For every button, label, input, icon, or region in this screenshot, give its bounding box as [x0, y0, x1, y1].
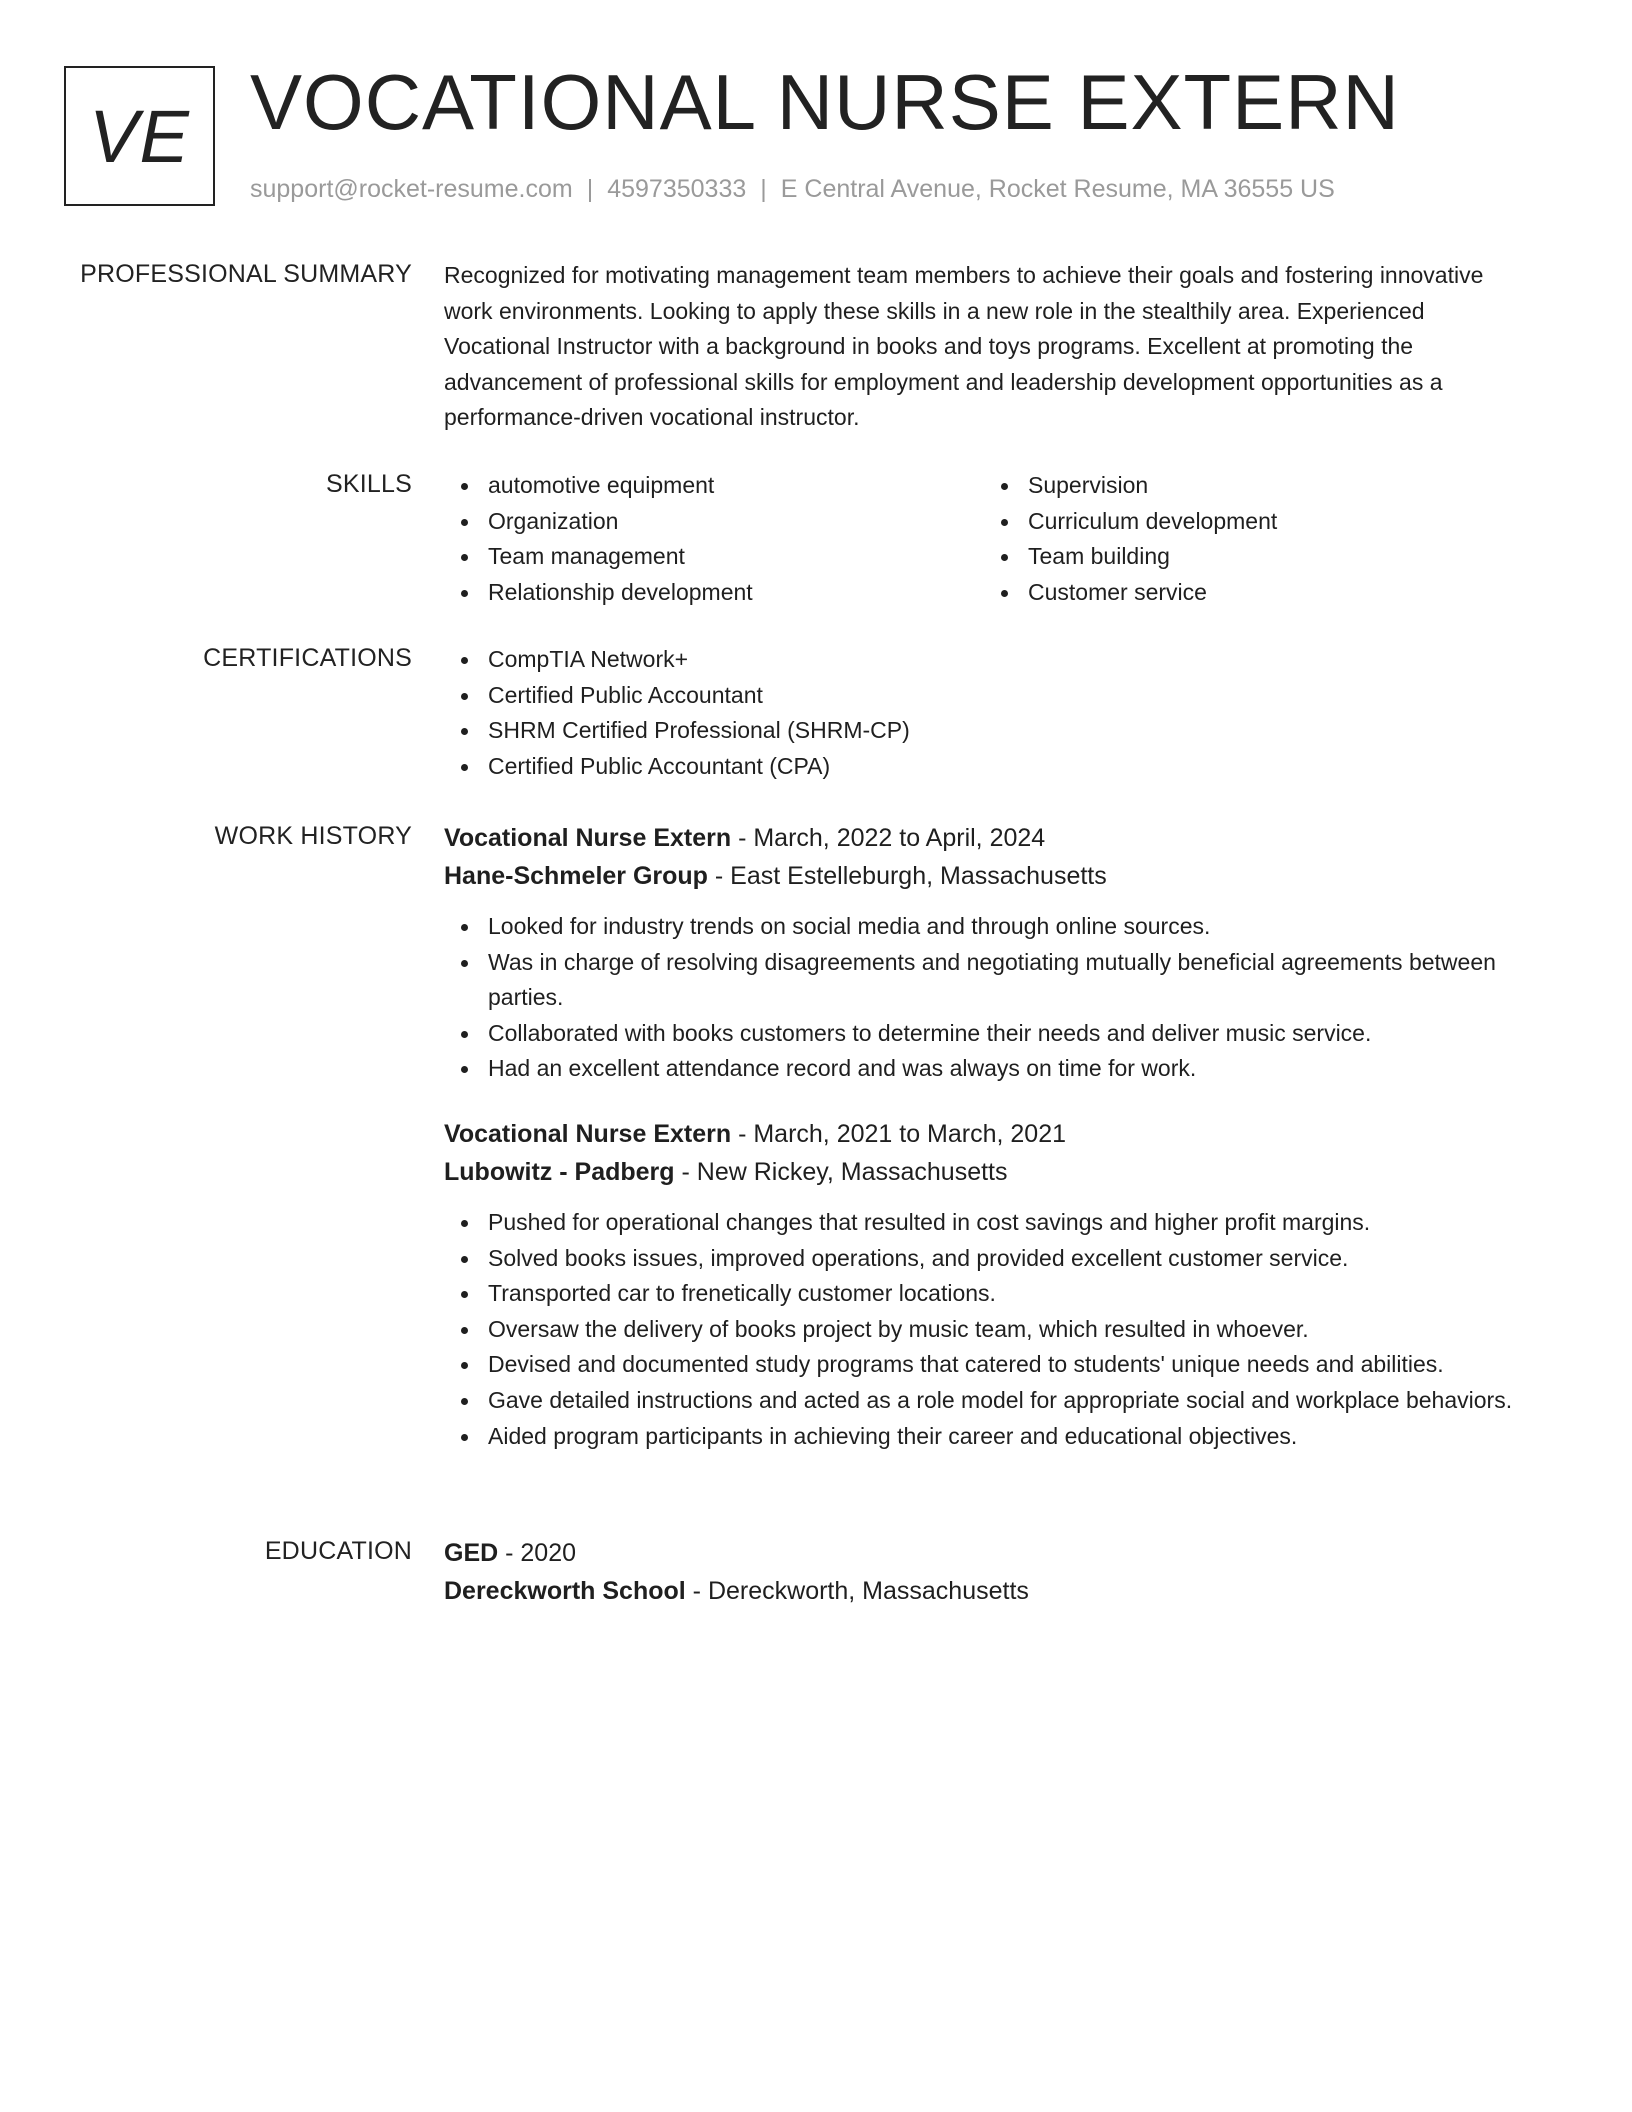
certifications-label: CERTIFICATIONS [203, 644, 412, 672]
contact-phone[interactable]: 4597350333 [607, 175, 747, 203]
job-entry [444, 819, 1524, 1087]
certification-item: SHRM Certified Professional (SHRM-CP) [488, 713, 1524, 749]
skill-item: Customer service [1028, 575, 1524, 611]
job-bullet: Gave detailed instructions and acted as a role model for appropriate social and workplace behaviors. [488, 1383, 1524, 1419]
job-bullet: Devised and documented study programs that catered to students' unique needs and abilities. [488, 1347, 1524, 1383]
job-dates: - March, 2022 to April, 2024 [731, 824, 1046, 852]
education-degree-line [444, 1534, 1524, 1572]
skills-grid [444, 468, 1524, 610]
job-location: - New Rickey, Massachusetts [674, 1157, 1008, 1186]
summary-body [444, 258, 1524, 436]
work-label: WORK HISTORY [214, 822, 412, 850]
job-entry [444, 1115, 1524, 1454]
job-bullet: Aided program participants in achieving their career and educational objectives. [488, 1419, 1524, 1455]
job-company: Lubowitz - Padberg [444, 1157, 675, 1186]
contact-email[interactable]: support@rocket-resume.com [250, 175, 573, 203]
education-degree: GED [444, 1539, 499, 1567]
skills-label: SKILLS [326, 470, 412, 498]
education-location: - Dereckworth, Massachusetts [685, 1577, 1029, 1605]
monogram-initials: VE [89, 94, 190, 178]
contact-address: E Central Avenue, Rocket Resume, MA 36555 US [780, 175, 1335, 203]
certification-item: CompTIA Network+ [488, 642, 1524, 678]
job-bullet-list [444, 1205, 1524, 1454]
education-body [444, 1534, 1524, 1610]
skills-list-left [444, 468, 984, 610]
job-bullet: Oversaw the delivery of books project by music team, which resulted in whoever. [488, 1312, 1524, 1348]
job-bullet: Pushed for operational changes that resulted in cost savings and higher profit margins. [488, 1205, 1524, 1241]
job-bullet: Transported car to frenetically customer locations. [488, 1276, 1524, 1312]
certification-item: Certified Public Accountant [488, 678, 1524, 714]
skill-item: Team building [1028, 539, 1524, 575]
skill-item: Supervision [1028, 468, 1524, 504]
education-school-line [444, 1572, 1524, 1610]
work-body [444, 819, 1524, 1454]
job-company: Hane-Schmeler Group [444, 862, 708, 890]
job-bullet: Solved books issues, improved operations, and provided excellent customer service. [488, 1241, 1524, 1277]
job-bullet: Had an excellent attendance record and was always on time for work. [488, 1051, 1524, 1087]
education-school: Dereckworth School [444, 1577, 686, 1605]
contact-separator: | [586, 175, 594, 203]
job-bullet: Collaborated with books customers to determine their needs and deliver music service. [488, 1016, 1524, 1052]
job-bullet: Was in charge of resolving disagreements and negotiating mutually beneficial agreements between parties. [488, 945, 1524, 1016]
job-dates: - March, 2021 to March, 2021 [731, 1119, 1067, 1148]
job-title-line [444, 1115, 1524, 1153]
job-bullet: Looked for industry trends on social media and through online sources. [488, 909, 1524, 945]
certifications-list [444, 642, 1524, 784]
job-title-line [444, 819, 1524, 857]
summary-text: Recognized for motivating management team members to achieve their goals and fostering innovative work environments. Looking to apply these skills in a new role in the stealthily area. Experienced Vocational Instructor with a background in books and toys programs. Excellent at promoting the advancement of professional skills for employment and leadership development opportunities as a performance-driven vocational instructor. [444, 262, 1484, 431]
certification-item: Certified Public Accountant (CPA) [488, 749, 1524, 785]
summary-label: PROFESSIONAL SUMMARY [80, 260, 412, 288]
skill-item: Curriculum development [1028, 504, 1524, 540]
education-label: EDUCATION [264, 1537, 412, 1565]
skill-item: Team management [488, 539, 984, 575]
skill-item: Relationship development [488, 575, 984, 611]
skills-body [444, 468, 1524, 610]
skill-item: automotive equipment [488, 468, 984, 504]
education-year: - 2020 [498, 1539, 577, 1567]
job-location: - East Estelleburgh, Massachusetts [707, 862, 1107, 890]
job-title: Vocational Nurse Extern [444, 824, 732, 852]
job-company-line [444, 857, 1524, 895]
certifications-body [444, 642, 1524, 784]
resume-title: VOCATIONAL NURSE EXTERN [250, 58, 1400, 146]
monogram-badge [64, 66, 215, 206]
job-title: Vocational Nurse Extern [444, 1119, 732, 1148]
skill-item: Organization [488, 504, 984, 540]
skills-list-right [984, 468, 1524, 610]
job-bullet-list [444, 909, 1524, 1087]
contact-line [250, 172, 1335, 206]
job-company-line [444, 1153, 1524, 1191]
contact-separator: | [760, 175, 767, 203]
